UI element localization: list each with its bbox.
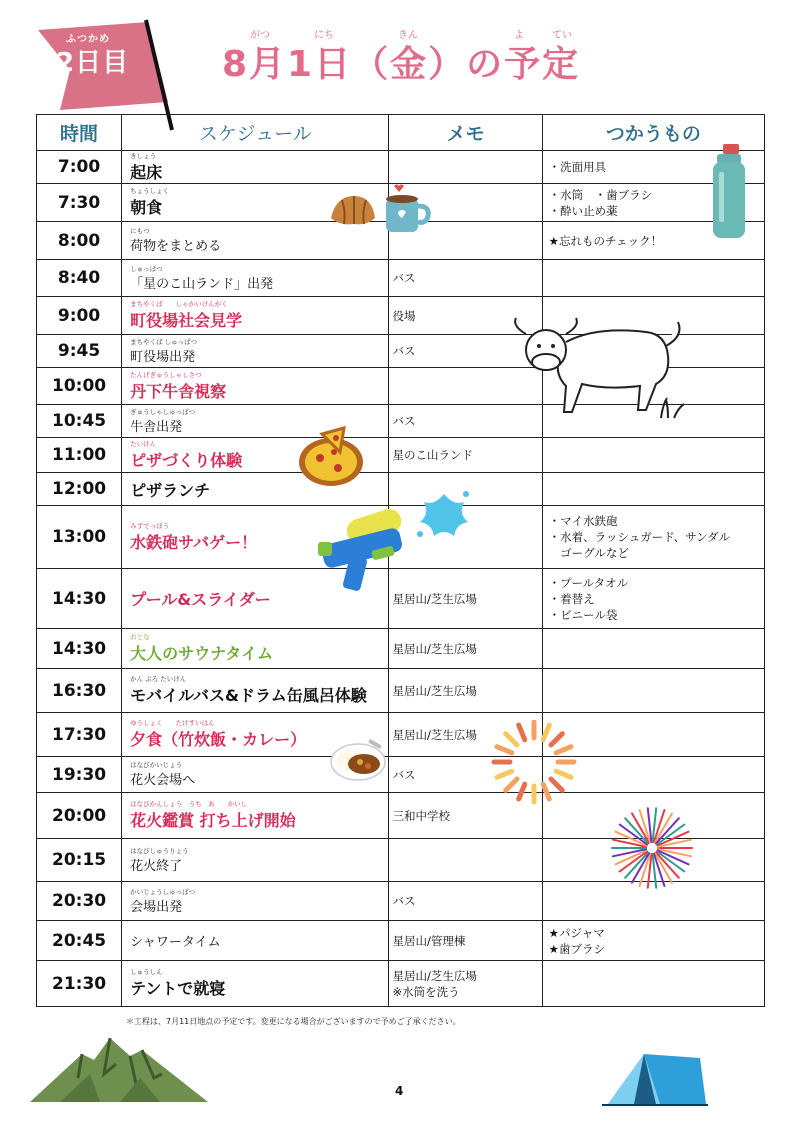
- time-cell: 10:45: [37, 405, 122, 438]
- things-cell: [542, 921, 764, 961]
- flag-label: 2日目: [56, 48, 130, 78]
- activity-text: シャワータイム: [130, 935, 221, 950]
- activity-text: 会場出発: [130, 899, 183, 915]
- schedule-cell: [122, 335, 389, 368]
- activity-furigana: にもつ: [130, 227, 150, 235]
- page-number: 4: [395, 1084, 404, 1098]
- activity-furigana: きしょう: [130, 151, 157, 160]
- activity-furigana: おとな: [130, 633, 150, 641]
- things-cell: [542, 569, 764, 629]
- activity-furigana: はなびかいじょう: [130, 761, 183, 769]
- table-row: [37, 921, 765, 961]
- memo-line: 星居山/芝生広場: [392, 591, 477, 606]
- table-row: [37, 151, 765, 184]
- memo-line: バス: [392, 894, 416, 908]
- time-cell: 19:30: [37, 757, 122, 793]
- activity-furigana: ちょうしょく: [130, 187, 170, 195]
- title-furigana: にち: [314, 30, 334, 41]
- memo-line: ※水筒を洗う: [392, 984, 460, 999]
- mountain-icon: [30, 1034, 210, 1104]
- things-item: ★忘れものチェック！: [548, 233, 663, 248]
- table-row: [37, 473, 765, 506]
- activity-text: 朝食: [130, 198, 163, 217]
- schedule-cell: [122, 629, 389, 669]
- things-item: ・ビニール袋: [548, 607, 618, 622]
- things-item: ・マイ水鉄砲: [548, 514, 618, 528]
- memo-cell: [389, 151, 542, 184]
- activity-text: 「星のこ山ランド」出発: [130, 276, 274, 292]
- schedule-cell: [122, 297, 389, 335]
- things-item: ゴーグルなど: [548, 546, 629, 560]
- activity-text: 丹下牛舎視察: [130, 381, 227, 401]
- schedule-cell: [122, 669, 389, 713]
- title-furigana: てい: [552, 30, 572, 41]
- time-cell: 20:30: [37, 882, 122, 921]
- memo-line: 役場: [392, 308, 416, 323]
- activity-text: 荷物をまとめる: [130, 239, 222, 254]
- fireworks-icon: [490, 720, 700, 894]
- time-cell: 16:30: [37, 669, 122, 713]
- activity-furigana: たいけん: [130, 439, 157, 448]
- activity-furigana: たんげぎゅうしゃしさつ: [130, 370, 202, 379]
- things-item: ・プールタオル: [548, 575, 629, 590]
- croissant-icon: [328, 190, 378, 230]
- time-cell: 10:00: [37, 368, 122, 405]
- time-cell: 13:00: [37, 506, 122, 569]
- tent-icon: [600, 1044, 710, 1108]
- page-title-group: [222, 22, 581, 85]
- title-furigana: よ: [514, 30, 524, 41]
- things-cell: [542, 629, 764, 669]
- table-row: [37, 629, 765, 669]
- things-cell: [542, 438, 764, 473]
- activity-text: 町役場社会見学: [130, 311, 243, 330]
- time-cell: 11:00: [37, 438, 122, 473]
- memo-line: バス: [392, 767, 416, 782]
- activity-text: モバイルバス&ドラム缶風呂体験: [130, 686, 367, 705]
- coffee-cup-icon: [380, 182, 432, 238]
- activity-furigana: かいじょうしゅっぱつ: [130, 887, 196, 896]
- activity-text: ピザランチ: [130, 480, 211, 500]
- activity-text: 水鉄砲サバゲー！: [130, 532, 258, 552]
- time-cell: 8:40: [37, 260, 122, 297]
- time-cell: 21:30: [37, 961, 122, 1007]
- schedule-cell: [122, 368, 389, 405]
- activity-text: 夕食（竹炊飯・カレー）: [130, 730, 307, 749]
- activity-text: ピザづくり体験: [130, 450, 243, 470]
- memo-line: バス: [392, 414, 416, 428]
- memo-cell: [389, 438, 542, 473]
- activity-furigana: はなびかんしょう うち あ かいし: [130, 800, 248, 808]
- activity-text: 花火終了: [130, 858, 183, 874]
- schedule-cell: [122, 921, 389, 961]
- activity-furigana: まちやくば しゃかいけんがく: [130, 300, 228, 308]
- footnote: ＊工程は、7月11日地点の予定です。変更になる場合がございますので予めご了承ください。: [126, 1017, 461, 1026]
- memo-cell: [389, 629, 542, 669]
- schedule-cell: [122, 839, 389, 882]
- time-cell: 14:30: [37, 569, 122, 629]
- things-item: ★歯ブラシ: [548, 941, 605, 956]
- flag-furigana: ふつかめ: [66, 34, 110, 45]
- memo-cell: [389, 961, 542, 1007]
- memo-line: 星居山/芝生広場: [392, 683, 477, 698]
- time-cell: 14:30: [37, 629, 122, 669]
- activity-text: テントで就寝: [130, 979, 226, 998]
- memo-line: 星居山/管理棟: [392, 933, 466, 948]
- time-cell: 7:30: [37, 184, 122, 222]
- schedule-cell: [122, 793, 389, 839]
- header-things: つかうもの: [542, 115, 764, 151]
- water-bottle-icon: [707, 142, 751, 242]
- table-row: [37, 438, 765, 473]
- memo-line: 星居山/芝生広場: [392, 727, 477, 742]
- activity-furigana: かん ぶろ たいけん: [130, 675, 187, 683]
- table-row: [37, 669, 765, 713]
- activity-text: 起床: [130, 162, 163, 182]
- things-cell: [542, 961, 764, 1007]
- memo-line: 三和中学校: [392, 808, 450, 823]
- things-item: ・洗面用具: [548, 160, 607, 174]
- water-splash-icon: [414, 488, 474, 544]
- time-cell: 20:15: [37, 839, 122, 882]
- activity-furigana: まちやくば しゅっぱつ: [130, 337, 198, 346]
- header-memo: メモ: [389, 115, 542, 151]
- schedule-cell: [122, 151, 389, 184]
- memo-line: バス: [392, 344, 416, 358]
- schedule-cell: [122, 961, 389, 1007]
- things-item: ・水筒 ・歯ブラシ: [548, 187, 653, 202]
- schedule-cell: [122, 882, 389, 921]
- pizza-icon: [296, 420, 366, 490]
- memo-line: 星のこ山ランド: [392, 448, 473, 462]
- activity-text: 町役場出発: [130, 349, 196, 365]
- things-cell: [542, 506, 764, 569]
- time-cell: 9:00: [37, 297, 122, 335]
- things-item: ★パジャマ: [548, 925, 605, 940]
- activity-text: 花火会場へ: [130, 773, 196, 788]
- time-cell: 7:00: [37, 151, 122, 184]
- activity-furigana: ぎゅうしゃしゅっぱつ: [130, 407, 196, 416]
- time-cell: 8:00: [37, 222, 122, 260]
- memo-cell: [389, 921, 542, 961]
- activity-furigana: しゅうしん: [130, 968, 163, 976]
- activity-furigana: ゆうしょく たけすいはん: [130, 719, 215, 727]
- page-title: 8月1日（金）の予定: [222, 44, 581, 85]
- activity-furigana: はなびしゅうりょう: [130, 846, 189, 855]
- time-cell: 17:30: [37, 713, 122, 757]
- things-cell: [542, 669, 764, 713]
- activity-text: 牛舎出発: [130, 419, 183, 435]
- header-time: 時間: [37, 115, 122, 151]
- things-cell: [542, 473, 764, 506]
- table-row: [37, 260, 765, 297]
- things-item: ・着替え: [548, 591, 595, 606]
- memo-line: バス: [392, 271, 416, 285]
- activity-furigana: みずでっぽう: [130, 521, 170, 530]
- activity-text: 大人のサウナタイム: [130, 644, 273, 663]
- activity-text: 花火鑑賞 打ち上げ開始: [130, 811, 296, 830]
- time-cell: 9:45: [37, 335, 122, 368]
- things-cell: [542, 260, 764, 297]
- time-cell: 20:45: [37, 921, 122, 961]
- title-furigana: きん: [398, 30, 418, 41]
- memo-line: 星居山/芝生広場: [392, 968, 477, 983]
- things-item: ・酔い止め薬: [548, 203, 618, 218]
- things-item: ・水着、ラッシュガード、サンダル: [548, 530, 731, 544]
- header-schedule: スケジュール: [122, 115, 389, 151]
- water-gun-icon: [316, 508, 408, 598]
- activity-furigana: しゅっぱつ: [130, 264, 163, 273]
- activity-text: プール&スライダー: [130, 590, 271, 609]
- time-cell: 12:00: [37, 473, 122, 506]
- memo-cell: [389, 569, 542, 629]
- title-furigana: がつ: [250, 30, 270, 41]
- memo-cell: [389, 669, 542, 713]
- memo-line: 星居山/芝生広場: [392, 641, 477, 656]
- curry-icon: [330, 736, 386, 782]
- table-header-row: [37, 115, 765, 151]
- cow-icon: [506, 306, 706, 422]
- memo-cell: [389, 260, 542, 297]
- schedule-cell: [122, 260, 389, 297]
- table-row: [37, 961, 765, 1007]
- time-cell: 20:00: [37, 793, 122, 839]
